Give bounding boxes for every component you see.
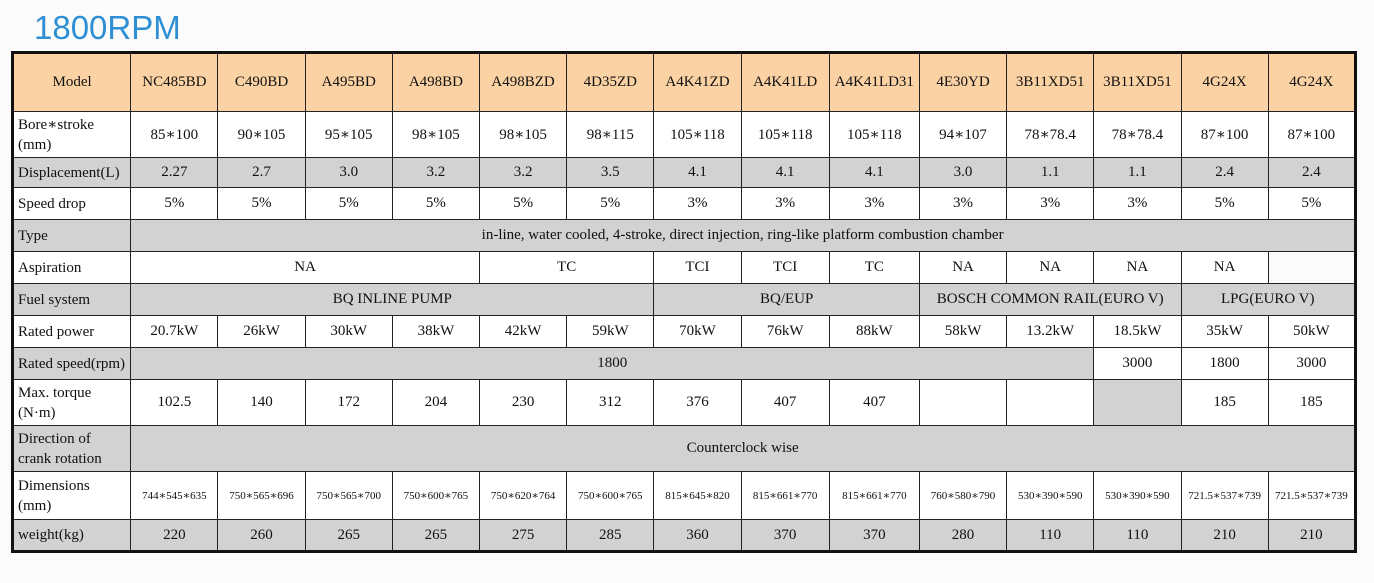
table-cell: 260 bbox=[218, 520, 305, 552]
table-cell: 750∗565∗696 bbox=[218, 472, 305, 520]
table-cell: 360 bbox=[654, 520, 741, 552]
model-header: A4K41LD31 bbox=[829, 53, 919, 112]
table-row-fuel-system bbox=[13, 284, 1356, 316]
table-cell: BOSCH COMMON RAIL(EURO V) bbox=[919, 284, 1181, 316]
model-header: C490BD bbox=[218, 53, 305, 112]
table-cell: 760∗580∗790 bbox=[919, 472, 1006, 520]
table-row-max-torque bbox=[13, 380, 1356, 426]
table-cell: 78∗78.4 bbox=[1007, 112, 1094, 158]
table-cell: 376 bbox=[654, 380, 741, 426]
table-cell: 3000 bbox=[1268, 348, 1355, 380]
table-cell: Counterclock wise bbox=[131, 426, 1356, 472]
row-label-line: (N·m) bbox=[18, 404, 56, 421]
table-row-type bbox=[13, 220, 1356, 252]
table-cell: 3% bbox=[741, 188, 829, 220]
table-header-row bbox=[13, 53, 1356, 112]
row-label-line: (mm) bbox=[18, 136, 52, 153]
table-cell: 38kW bbox=[392, 316, 479, 348]
table-cell bbox=[919, 380, 1006, 426]
table-row-weight bbox=[13, 520, 1356, 552]
table-row-dimensions bbox=[13, 472, 1356, 520]
row-label-line: crank rotation bbox=[18, 450, 102, 467]
table-cell: 2.7 bbox=[218, 158, 305, 188]
table-cell: 102.5 bbox=[131, 380, 218, 426]
table-cell: 26kW bbox=[218, 316, 305, 348]
table-cell: 5% bbox=[480, 188, 567, 220]
table-cell: 110 bbox=[1007, 520, 1094, 552]
table-cell: BQ/EUP bbox=[654, 284, 920, 316]
row-label: Model bbox=[13, 53, 131, 112]
table-cell: 76kW bbox=[741, 316, 829, 348]
table-cell: 5% bbox=[1181, 188, 1268, 220]
table-cell: 140 bbox=[218, 380, 305, 426]
row-label: Displacement(L) bbox=[13, 158, 131, 188]
table-cell: TC bbox=[829, 252, 919, 284]
table-cell: 5% bbox=[1268, 188, 1355, 220]
table-cell: 185 bbox=[1181, 380, 1268, 426]
model-header: A4K41LD bbox=[741, 53, 829, 112]
table-cell: 30kW bbox=[305, 316, 392, 348]
table-cell: 4.1 bbox=[741, 158, 829, 188]
table-cell: 407 bbox=[741, 380, 829, 426]
table-cell: 70kW bbox=[654, 316, 741, 348]
table-row-aspiration bbox=[13, 252, 1356, 284]
table-cell: 87∗100 bbox=[1181, 112, 1268, 158]
table-cell: 3.0 bbox=[305, 158, 392, 188]
table-cell: 210 bbox=[1268, 520, 1355, 552]
table-cell: in-line, water cooled, 4-stroke, direct injection, ring-like platform combustion chamber bbox=[131, 220, 1356, 252]
table-cell: 265 bbox=[392, 520, 479, 552]
row-label: Aspiration bbox=[13, 252, 131, 284]
table-cell: 210 bbox=[1181, 520, 1268, 552]
table-cell: 5% bbox=[305, 188, 392, 220]
table-cell: BQ INLINE PUMP bbox=[131, 284, 654, 316]
table-cell: 3.0 bbox=[919, 158, 1006, 188]
table-cell: 50kW bbox=[1268, 316, 1355, 348]
table-cell: 90∗105 bbox=[218, 112, 305, 158]
model-header: 4E30YD bbox=[919, 53, 1006, 112]
row-label: Fuel system bbox=[13, 284, 131, 316]
table-cell: NA bbox=[1007, 252, 1094, 284]
table-cell: 5% bbox=[392, 188, 479, 220]
table-cell: 530∗390∗590 bbox=[1094, 472, 1181, 520]
table-cell: 58kW bbox=[919, 316, 1006, 348]
table-cell: 1.1 bbox=[1007, 158, 1094, 188]
table-cell: 98∗115 bbox=[567, 112, 654, 158]
table-cell: 3.5 bbox=[567, 158, 654, 188]
page-title: 1800RPM bbox=[34, 9, 181, 46]
table-cell: 1800 bbox=[1181, 348, 1268, 380]
table-cell: 94∗107 bbox=[919, 112, 1006, 158]
table-cell: 105∗118 bbox=[741, 112, 829, 158]
table-cell: 744∗545∗635 bbox=[131, 472, 218, 520]
table-cell: TCI bbox=[654, 252, 741, 284]
table-cell: 1.1 bbox=[1094, 158, 1181, 188]
table-cell: 815∗645∗820 bbox=[654, 472, 741, 520]
table-cell: 85∗100 bbox=[131, 112, 218, 158]
table-cell: 3% bbox=[919, 188, 1006, 220]
model-header: A4K41ZD bbox=[654, 53, 741, 112]
table-cell: TCI bbox=[741, 252, 829, 284]
row-label: Speed drop bbox=[13, 188, 131, 220]
table-cell: 105∗118 bbox=[654, 112, 741, 158]
table-cell: 204 bbox=[392, 380, 479, 426]
table-cell: 87∗100 bbox=[1268, 112, 1355, 158]
row-label: Type bbox=[13, 220, 131, 252]
table-row-rated-power bbox=[13, 316, 1356, 348]
table-cell: 721.5∗537∗739 bbox=[1181, 472, 1268, 520]
table-cell: 105∗118 bbox=[829, 112, 919, 158]
table-cell: 815∗661∗770 bbox=[829, 472, 919, 520]
table-cell: 750∗600∗765 bbox=[392, 472, 479, 520]
table-cell: 370 bbox=[829, 520, 919, 552]
table-row-displacement bbox=[13, 158, 1356, 188]
table-cell: 20.7kW bbox=[131, 316, 218, 348]
table-cell: 815∗661∗770 bbox=[741, 472, 829, 520]
row-label: weight(kg) bbox=[13, 520, 131, 552]
table-cell: 42kW bbox=[480, 316, 567, 348]
table-cell: 5% bbox=[567, 188, 654, 220]
row-label-line: Bore∗stroke bbox=[18, 116, 95, 133]
table-row-rated-speed bbox=[13, 348, 1356, 380]
table-cell: 13.2kW bbox=[1007, 316, 1094, 348]
model-header: 4G24X bbox=[1268, 53, 1355, 112]
row-label-line: Direction of bbox=[18, 430, 91, 447]
table-cell: 1800 bbox=[131, 348, 1094, 380]
engine-spec-table bbox=[11, 51, 1357, 553]
table-cell: 78∗78.4 bbox=[1094, 112, 1181, 158]
table-cell: 312 bbox=[567, 380, 654, 426]
table-cell: 98∗105 bbox=[392, 112, 479, 158]
table-cell: 750∗620∗764 bbox=[480, 472, 567, 520]
table-cell: 3000 bbox=[1094, 348, 1181, 380]
model-header: NC485BD bbox=[131, 53, 218, 112]
table-cell: 750∗565∗700 bbox=[305, 472, 392, 520]
table-cell: NA bbox=[131, 252, 480, 284]
table-cell: 5% bbox=[131, 188, 218, 220]
table-cell bbox=[1007, 380, 1094, 426]
row-label: Rated speed(rpm) bbox=[13, 348, 131, 380]
model-header: 4D35ZD bbox=[567, 53, 654, 112]
table-row-speed-drop bbox=[13, 188, 1356, 220]
table-cell: 3% bbox=[654, 188, 741, 220]
model-header: A498BZD bbox=[480, 53, 567, 112]
table-row-bore-stroke bbox=[13, 112, 1356, 158]
table-cell: 280 bbox=[919, 520, 1006, 552]
table-row-crank-rotation bbox=[13, 426, 1356, 472]
model-header: 3B11XD51 bbox=[1007, 53, 1094, 112]
table-cell: 35kW bbox=[1181, 316, 1268, 348]
model-header: A495BD bbox=[305, 53, 392, 112]
table-cell bbox=[1094, 380, 1181, 426]
row-label-line: (mm) bbox=[18, 497, 52, 514]
table-cell: LPG(EURO V) bbox=[1181, 284, 1356, 316]
table-cell: 88kW bbox=[829, 316, 919, 348]
row-label bbox=[13, 472, 131, 520]
table-cell: NA bbox=[919, 252, 1006, 284]
table-cell: 750∗600∗765 bbox=[567, 472, 654, 520]
table-cell: TC bbox=[480, 252, 654, 284]
table-cell: 59kW bbox=[567, 316, 654, 348]
model-header: 3B11XD51 bbox=[1094, 53, 1181, 112]
table-cell: 2.27 bbox=[131, 158, 218, 188]
table-cell: 3.2 bbox=[480, 158, 567, 188]
table-cell: 2.4 bbox=[1181, 158, 1268, 188]
table-cell: 285 bbox=[567, 520, 654, 552]
table-cell: 2.4 bbox=[1268, 158, 1355, 188]
table-cell: 95∗105 bbox=[305, 112, 392, 158]
table-cell: 3% bbox=[1007, 188, 1094, 220]
table-cell: NA bbox=[1094, 252, 1181, 284]
table-cell: 5% bbox=[218, 188, 305, 220]
row-label-line: Max. torque bbox=[18, 384, 92, 401]
table-cell: 18.5kW bbox=[1094, 316, 1181, 348]
table-cell: 110 bbox=[1094, 520, 1181, 552]
table-cell: 275 bbox=[480, 520, 567, 552]
row-label-line: Dimensions bbox=[18, 477, 90, 494]
table-cell: 265 bbox=[305, 520, 392, 552]
row-label bbox=[13, 112, 131, 158]
table-cell: 4.1 bbox=[654, 158, 741, 188]
table-cell: 172 bbox=[305, 380, 392, 426]
table-cell: 98∗105 bbox=[480, 112, 567, 158]
row-label bbox=[13, 426, 131, 472]
table-cell: 230 bbox=[480, 380, 567, 426]
table-cell: 721.5∗537∗739 bbox=[1268, 472, 1355, 520]
table-cell: NA bbox=[1181, 252, 1268, 284]
table-cell: 530∗390∗590 bbox=[1007, 472, 1094, 520]
row-label: Rated power bbox=[13, 316, 131, 348]
model-header: A498BD bbox=[392, 53, 479, 112]
table-cell: 370 bbox=[741, 520, 829, 552]
table-cell: 3% bbox=[1094, 188, 1181, 220]
table-cell: 185 bbox=[1268, 380, 1355, 426]
table-cell: 4.1 bbox=[829, 158, 919, 188]
table-cell: 3.2 bbox=[392, 158, 479, 188]
table-cell: 407 bbox=[829, 380, 919, 426]
model-header: 4G24X bbox=[1181, 53, 1268, 112]
table-cell: 3% bbox=[829, 188, 919, 220]
table-cell: 220 bbox=[131, 520, 218, 552]
row-label bbox=[13, 380, 131, 426]
